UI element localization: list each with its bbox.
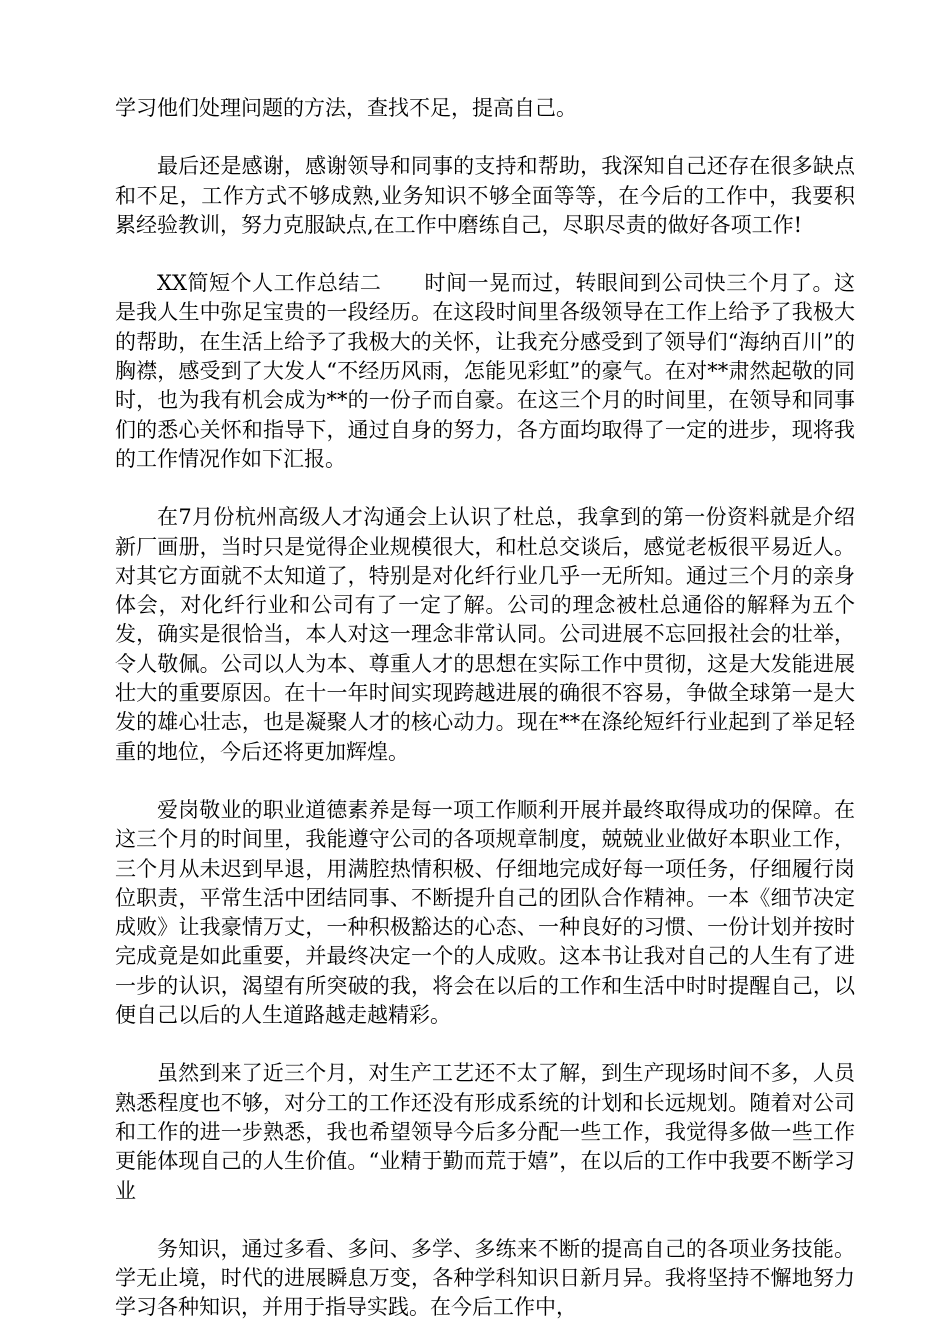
paragraph-1: 学习他们处理问题的方法，查找不足，提高自己。 — [115, 96, 577, 120]
paragraph-5: 爱岗敬业的职业道德素养是每一项工作顺利开展并最终取得成功的保障。在这三个月的时间里，我能遵守公司的各项规章制度，兢兢业业做好本职业工作，三个月从未迟到早退，用满腔热情积极、仔细地完成好每一项任务，仔细履行岗位职责，平常生活中团结同事、不断提升自己的团队合作精神。一本《细节决定成败》让我豪情万丈，一种积极豁达的心态、一种良好的习惯、一份计划并按时完成竟是如此重要，并最终决定一个的人成败。这本书让我对自己的人生有了进一步的认识，渴望有所突破的我，将会在以后的工作和生活中时时提醒自己，以便自己以后的人生道路越走越精彩。 — [115, 797, 855, 1028]
paragraph-3: XX简短个人工作总结二 时间一晃而过，转眼间到公司快三个月了。这是我人生中弥足宝贵的一段经历。在这段时间里各级领导在工作上给予了我极大的帮助，在生活上给予了我极大的关怀，让我充分感受到了领导们“海纳百川”的胸襟，感受到了大发人“不经历风雨，怎能见彩虹”的豪气。在对**肃然起敬的同时，也为我有机会成为**的一份子而自豪。在这三个月的时间里，在领导和同事们的悉心关怀和指导下，通过自身的努力，各方面均取得了一定的进步，现将我的工作情况作如下汇报。 — [115, 271, 855, 471]
paragraph-7: 务知识，通过多看、多问、多学、多练来不断的提高自己的各项业务技能。学无止境，时代的进展瞬息万变，各种学科知识日新月异。我将坚持不懈地努力学习各种知识，并用于指导实践。在今后工作中， — [115, 1236, 855, 1320]
paragraph-6: 虽然到来了近三个月，对生产工艺还不太了解，到生产现场时间不多，人员熟悉程度也不够，对分工的工作还没有形成系统的计划和长远规划。随着对公司和工作的进一步熟悉，我也希望领导今后多分配一些工作，我觉得多做一些工作更能体现自己的人生价值。“业精于勤而荒于嬉”，在以后的工作中我要不断学习业 — [115, 1061, 855, 1203]
paragraph-4: 在7月份杭州高级人才沟通会上认识了杜总，我拿到的第一份资料就是介绍新厂画册，当时只是觉得企业规模很大，和杜总交谈后，感觉老板很平易近人。对其它方面就不太知道了，特别是对化纤行业几乎一无所知。通过三个月的亲身体会，对化纤行业和公司有了一定了解。公司的理念被杜总通俗的解释为五个发，确实是很恰当，本人对这一理念非常认同。公司进展不忘回报社会的壮举，令人敬佩。公司以人为本、尊重人才的思想在实际工作中贯彻，这是大发能进展壮大的重要原因。在十一年时间实现跨越进展的确很不容易，争做全球第一是大发的雄心壮志，也是凝聚人才的核心动力。现在**在涤纶短纤行业起到了举足轻重的地位，今后还将更加辉煌。 — [115, 505, 855, 764]
document-body — [115, 94, 855, 1323]
paragraph-2: 最后还是感谢，感谢领导和同事的支持和帮助，我深知自己还存在很多缺点和不足，工作方式不够成熟,业务知识不够全面等等，在今后的工作中，我要积累经验教训，努力克服缺点,在工作中磨练自己，尽职尽责的做好各项工作! — [115, 154, 855, 237]
